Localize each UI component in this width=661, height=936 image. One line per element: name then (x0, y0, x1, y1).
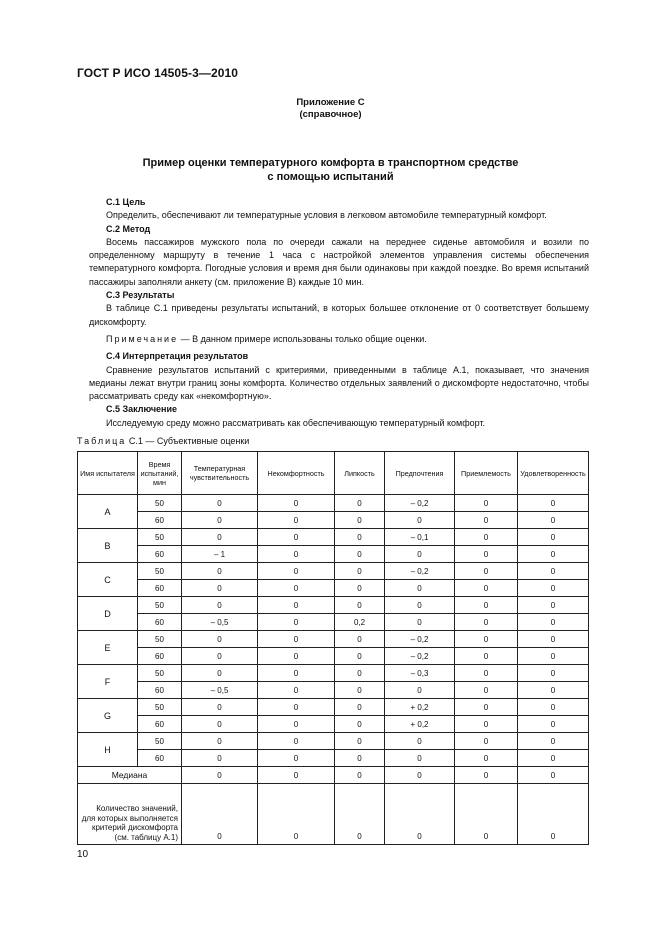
table-cell: – 0,5 (182, 614, 258, 631)
appendix-title (0, 156, 661, 184)
tester-name: A (78, 495, 138, 529)
section-heading-results: С.3 Результаты (106, 290, 175, 301)
table-cell: 0 (385, 597, 455, 614)
tester-name: D (78, 597, 138, 631)
section-text-method: Восемь пассажиров мужского пола по очереди сажали на переднее сиденье автомобиля и возили по определенному маршруту в течение 1 часа с настройкой элементов управления системы обеспечения температурного комфорта. Погодные условия и время дня были одинаковы при каждой поездке. Во время испытаний пассажиры заполняли анкету (см. приложение В) каждые 10 мин. (89, 236, 589, 287)
table-cell: 0 (258, 546, 335, 563)
table-cell: 0 (385, 682, 455, 699)
table-cell: 60 (138, 580, 182, 597)
note-text: — В данном примере использованы только общие оценки. (178, 333, 427, 344)
table-row (78, 682, 589, 699)
table-cell: 0 (182, 631, 258, 648)
table-cell: 0 (258, 563, 335, 580)
table-cell: 0 (335, 631, 385, 648)
header-satisfaction: Удовлетворенность (518, 452, 589, 495)
table-cell: 50 (138, 495, 182, 512)
table-cell: 0 (335, 699, 385, 716)
table-cell: – 0,2 (385, 495, 455, 512)
table-row (78, 699, 589, 716)
table-cell: 50 (138, 733, 182, 750)
table-cell: – 0,3 (385, 665, 455, 682)
table-cell: 0 (258, 631, 335, 648)
tester-name: G (78, 699, 138, 733)
appendix-line-1: Приложение С (296, 97, 365, 108)
appendix-title-line-1: Пример оценки температурного комфорта в транспортном средстве (142, 157, 519, 169)
table-cell: 0 (258, 665, 335, 682)
table-cell: 0 (518, 750, 589, 767)
note-label: Примечание (106, 333, 179, 344)
table-row (78, 733, 589, 750)
table-cell: – 0,1 (385, 529, 455, 546)
table-cell: 0 (518, 580, 589, 597)
table-cell: 0 (455, 597, 518, 614)
count-cell: 0 (335, 784, 385, 845)
table-cell: 50 (138, 597, 182, 614)
median-cell: 0 (258, 767, 335, 784)
median-label: Медиана (78, 767, 182, 784)
table-cell: + 0,2 (385, 716, 455, 733)
header-acceptability: Приемлемость (455, 452, 518, 495)
table-cell: – 1 (182, 546, 258, 563)
table-cell: 0 (182, 716, 258, 733)
count-cell: 0 (455, 784, 518, 845)
table-cell: 0 (335, 529, 385, 546)
table-cell: 0 (518, 665, 589, 682)
table-cell: 60 (138, 682, 182, 699)
table-cell: 0 (335, 580, 385, 597)
table-cell: – 0,2 (385, 631, 455, 648)
table-row (78, 665, 589, 682)
header-name: Имя испытателя (78, 452, 138, 495)
table-cell: 60 (138, 750, 182, 767)
table-row (78, 597, 589, 614)
table-cell: – 0,2 (385, 648, 455, 665)
table-row (78, 495, 589, 512)
table-cell: 50 (138, 563, 182, 580)
table-cell: 0 (518, 682, 589, 699)
section-heading-interpretation: С.4 Интерпретация результатов (106, 351, 249, 362)
table-cell: 0 (518, 699, 589, 716)
table-cell: 0 (455, 648, 518, 665)
results-table (77, 451, 589, 845)
table-cell: 0 (518, 716, 589, 733)
tester-name: C (78, 563, 138, 597)
median-cell: 0 (455, 767, 518, 784)
table-cell: 0 (455, 495, 518, 512)
section-body (89, 196, 589, 430)
table-cell: 0 (455, 750, 518, 767)
table-cell: 0 (258, 495, 335, 512)
table-cell: 0 (182, 648, 258, 665)
table-cell: 0 (258, 733, 335, 750)
table-caption-label: Таблица (77, 436, 127, 446)
count-cell: 0 (385, 784, 455, 845)
table-cell: 0,2 (335, 614, 385, 631)
table-cell: 0 (518, 495, 589, 512)
table-row (78, 614, 589, 631)
table-cell: 0 (182, 580, 258, 597)
note (89, 333, 589, 346)
table-cell: 0 (258, 750, 335, 767)
table-cell: 0 (258, 716, 335, 733)
table-cell: 0 (518, 648, 589, 665)
table-cell: 0 (258, 512, 335, 529)
table-row (78, 580, 589, 597)
table-cell: + 0,2 (385, 699, 455, 716)
count-cell: 0 (258, 784, 335, 845)
table-row (78, 546, 589, 563)
table-body (78, 495, 589, 845)
table-cell: 0 (385, 614, 455, 631)
table-cell: 60 (138, 716, 182, 733)
table-cell: 0 (335, 750, 385, 767)
section-heading-conclusion: С.5 Заключение (106, 404, 178, 415)
table-header-row (78, 452, 589, 495)
table-cell: 0 (518, 614, 589, 631)
table-cell: 0 (335, 563, 385, 580)
tester-name: E (78, 631, 138, 665)
table-cell: 0 (518, 733, 589, 750)
count-label: Количество значений, для которых выполняется критерий дискомфорта (см. таблицу А.1) (78, 784, 182, 845)
table-cell: 0 (455, 631, 518, 648)
table-row (78, 750, 589, 767)
table-cell: 0 (258, 529, 335, 546)
table-cell: 0 (182, 529, 258, 546)
table-cell: – 0,2 (385, 563, 455, 580)
section-heading-goal: С.1 Цель (106, 197, 146, 207)
header-time: Время испытаний, мин (138, 452, 182, 495)
section-text-interpretation: Сравнение результатов испытаний с критериями, приведенными в таблице А.1, показывает, что значения медианы лежат внутри границ зоны комфорта. Количество отдельных заявлений о дискомфорте недостаточно, чтобы рассматривать среду как «некомфортную». (89, 364, 589, 402)
table-caption (77, 436, 249, 446)
tester-name: F (78, 665, 138, 699)
median-cell: 0 (385, 767, 455, 784)
table-cell: 0 (182, 665, 258, 682)
table-cell: 0 (455, 614, 518, 631)
table-cell: 0 (455, 546, 518, 563)
table-cell: 0 (455, 699, 518, 716)
table-cell: 0 (182, 495, 258, 512)
table-cell: 50 (138, 529, 182, 546)
table-cell: 0 (455, 512, 518, 529)
header-stickiness: Липкость (335, 452, 385, 495)
tester-name: H (78, 733, 138, 767)
table-cell: – 0,5 (182, 682, 258, 699)
table-cell: 0 (455, 665, 518, 682)
table-row (78, 648, 589, 665)
table-cell: 0 (385, 750, 455, 767)
table-cell: 0 (182, 512, 258, 529)
header-preference: Предпочтения (385, 452, 455, 495)
table-cell: 0 (385, 580, 455, 597)
table-cell: 0 (335, 648, 385, 665)
table-cell: 50 (138, 631, 182, 648)
section-heading-method: С.2 Метод (106, 223, 151, 234)
appendix-label (0, 97, 661, 121)
table-cell: 0 (182, 750, 258, 767)
table-cell: 0 (182, 563, 258, 580)
table-cell: 0 (182, 699, 258, 716)
table-cell: 0 (455, 682, 518, 699)
count-row (78, 784, 589, 845)
table-cell: 0 (335, 597, 385, 614)
table-row (78, 512, 589, 529)
table-cell: 0 (335, 495, 385, 512)
count-cell: 0 (518, 784, 589, 845)
table-cell: 60 (138, 512, 182, 529)
appendix-title-line-2: с помощью испытаний (267, 171, 394, 183)
table-cell: 0 (258, 580, 335, 597)
table-cell: 0 (258, 614, 335, 631)
table-row (78, 529, 589, 546)
table-cell: 50 (138, 699, 182, 716)
table-cell: 0 (518, 529, 589, 546)
table-cell: 0 (335, 512, 385, 529)
section-text-goal: Определить, обеспечивают ли температурные условия в легковом автомобиле температурный комфорт. (106, 210, 547, 221)
table-cell: 0 (335, 682, 385, 699)
table-row (78, 631, 589, 648)
median-cell: 0 (182, 767, 258, 784)
table-cell: 0 (518, 563, 589, 580)
table-cell: 50 (138, 665, 182, 682)
appendix-line-2: (справочное) (299, 109, 362, 120)
table-cell: 60 (138, 546, 182, 563)
tester-name: B (78, 529, 138, 563)
table-caption-text: С.1 — Субъективные оценки (128, 436, 250, 446)
table-cell: 0 (385, 546, 455, 563)
table-cell: 0 (455, 716, 518, 733)
table-cell: 0 (335, 716, 385, 733)
table-cell: 60 (138, 648, 182, 665)
table-cell: 0 (335, 665, 385, 682)
table-cell: 0 (182, 733, 258, 750)
median-cell: 0 (518, 767, 589, 784)
median-row (78, 767, 589, 784)
table-cell: 0 (455, 529, 518, 546)
table-cell: 0 (518, 597, 589, 614)
table-cell: 0 (335, 546, 385, 563)
table-row (78, 563, 589, 580)
header-discomfort: Некомфортность (258, 452, 335, 495)
section-text-results: В таблице С.1 приведены результаты испытаний, в которых большее отклонение от 0 соответствует большему дискомфорту. (89, 303, 589, 327)
header-thermal-sensation: Температурная чувствительность (182, 452, 258, 495)
table-cell: 0 (518, 546, 589, 563)
table-cell: 0 (455, 733, 518, 750)
table-cell: 0 (182, 597, 258, 614)
table-cell: 60 (138, 614, 182, 631)
table-row (78, 716, 589, 733)
count-cell: 0 (182, 784, 258, 845)
table-cell: 0 (518, 631, 589, 648)
table-cell: 0 (258, 699, 335, 716)
median-cell: 0 (335, 767, 385, 784)
table-cell: 0 (385, 733, 455, 750)
document-header: ГОСТ Р ИСО 14505-3—2010 (77, 66, 239, 80)
table-cell: 0 (455, 580, 518, 597)
table-cell: 0 (258, 682, 335, 699)
table-cell: 0 (258, 648, 335, 665)
table-cell: 0 (385, 512, 455, 529)
page-number: 10 (77, 849, 89, 860)
table-cell: 0 (518, 512, 589, 529)
table-cell: 0 (335, 733, 385, 750)
table-cell: 0 (455, 563, 518, 580)
section-text-conclusion: Исследуемую среду можно рассматривать как обеспечивающую температурный комфорт. (106, 417, 486, 428)
table-cell: 0 (258, 597, 335, 614)
